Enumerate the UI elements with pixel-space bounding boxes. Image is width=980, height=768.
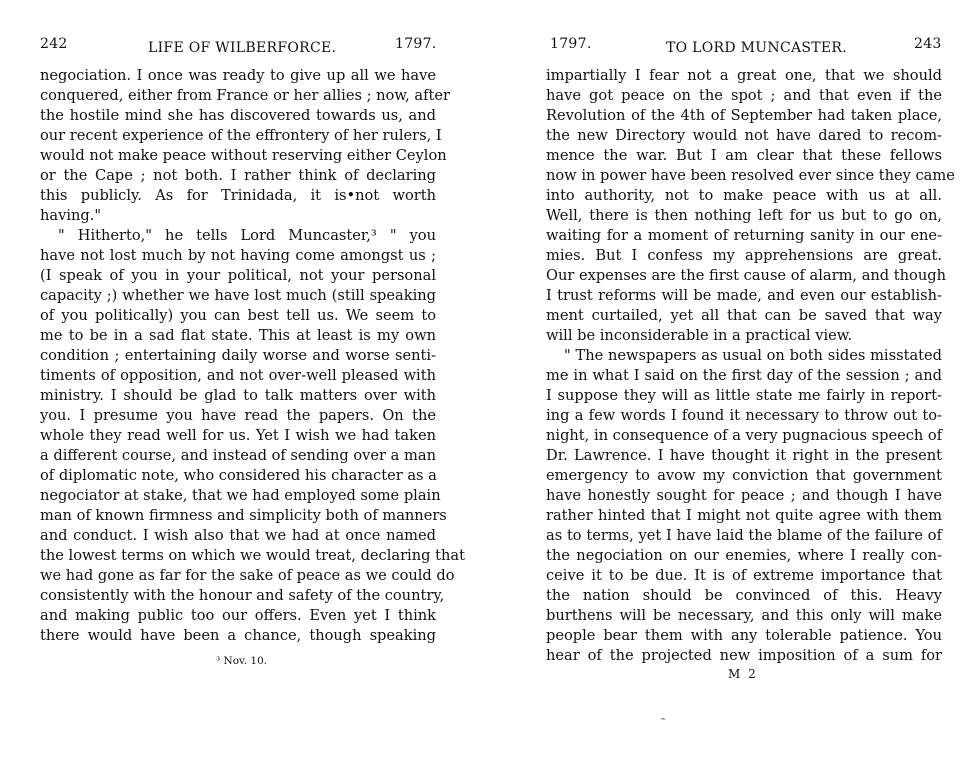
left-page-year: 1797. [395, 36, 437, 52]
text-line: of diplomatic note, who considered his character as a [40, 467, 437, 484]
text-line: ceive it to be due. It is of extreme importance that [546, 567, 942, 584]
text-line: the lowest terms on which we would treat, declaring that [40, 547, 465, 564]
right-page-number: 243 [914, 36, 942, 52]
text-line: now in power have been resolved ever since they came [546, 167, 955, 184]
text-line: " Hitherto," he tells Lord Muncaster,³ " you [58, 227, 436, 244]
right-page-year: 1797. [550, 36, 592, 52]
text-line: the new Directory would not have dared to recom- [546, 127, 942, 144]
text-line: have got peace on the spot ; and that even if the [546, 87, 942, 104]
text-line: will be inconsiderable in a practical view. [546, 327, 853, 344]
text-line: emergency to avow my conviction that government [546, 467, 942, 484]
text-line: the nation should be convinced of this. Heavy [546, 587, 942, 604]
text-line: burthens will be necessary, and this only will make [546, 607, 942, 624]
right-page-body [546, 66, 955, 666]
text-line: Well, there is then nothing left for us but to go on, [546, 207, 942, 224]
text-line: the hostile mind she has discovered towards us, and [40, 107, 436, 124]
text-line: " The newspapers as usual on both sides misstated [564, 347, 942, 364]
text-line: having." [40, 207, 102, 224]
text-line: our recent experience of the effrontery of her rulers, I [40, 127, 442, 144]
text-line: rather hinted that I might not quite agree with them [546, 507, 942, 524]
right-running-title: TO LORD MUNCASTER. [666, 40, 848, 56]
text-line: have not lost much by not having come amongst us ; [40, 247, 436, 264]
text-line: a different course, and instead of sending over a man [40, 447, 436, 464]
text-line: Our expenses are the first cause of alarm, and though [546, 267, 946, 284]
text-line: and conduct. I wish also that we had at once named [40, 527, 436, 544]
text-line: waiting for a moment of returning sanity in our ene- [546, 227, 942, 244]
text-line: there would have been a chance, though speaking [40, 627, 436, 644]
text-line: me in what I said on the first day of the session ; and [546, 367, 942, 384]
text-line: Dr. Lawrence. I have thought it right in the present [546, 447, 942, 464]
text-line: consistently with the honour and safety of the country, [40, 587, 445, 604]
text-line: mies. But I confess my apprehensions are great. [546, 247, 942, 264]
text-line: conquered, either from France or her allies ; now, after [40, 87, 450, 104]
text-line: this publicly. As for Trinidada, it is•not worth [40, 187, 436, 204]
text-line: or the Cape ; not both. I rather think of declaring [40, 167, 436, 184]
text-line: whole they read well for us. Yet I wish we had taken [40, 427, 436, 444]
text-line: as to terms, yet I have laid the blame of the failure of [546, 527, 942, 544]
text-line: timents of opposition, and not over-well pleased with [40, 367, 436, 384]
text-line: capacity ;) whether we have lost much (still speaking [40, 287, 436, 304]
text-line: condition ; entertaining daily worse and worse senti- [40, 347, 436, 364]
left-running-title: LIFE OF WILBERFORCE. [148, 40, 337, 56]
text-line: ministry. I should be glad to talk matters over with [40, 387, 436, 404]
text-line: and making public too our offers. Even yet I think [40, 607, 436, 624]
text-line: hear of the projected new imposition of a sum for [546, 647, 942, 664]
text-line: the negociation on our enemies, where I really con- [546, 547, 942, 564]
text-line: I suppose they will as little state me fairly in report- [546, 387, 942, 404]
text-line: (I speak of you in your political, not your personal [40, 267, 436, 284]
left-footnote: ³ Nov. 10. [216, 655, 268, 667]
text-line: people bear them with any tolerable patience. You [546, 627, 942, 644]
text-line: of you politically) you can best tell us. We seem to [40, 307, 436, 324]
left-page-number: 242 [40, 36, 68, 52]
text-line: we had gone as far for the sake of peace as we could do [40, 567, 455, 584]
text-line: have honestly sought for peace ; and though I have [546, 487, 942, 504]
left-page-body [40, 66, 465, 646]
text-line: mence the war. But I am clear that these fellows [546, 147, 942, 164]
text-line: Revolution of the 4th of September had taken place, [546, 107, 942, 124]
text-line: I trust reforms will be made, and even our establish- [546, 287, 942, 304]
text-line: you. I presume you have read the papers. On the [40, 407, 436, 424]
text-line: impartially I fear not a great one, that we should [546, 67, 942, 84]
text-line: negociation. I once was ready to give up all we have [40, 67, 436, 84]
text-line: man of known firmness and simplicity both of manners [40, 507, 447, 524]
text-line: negociator at stake, that we had employed some plain [40, 487, 441, 504]
text-line: ment curtailed, yet all that can be saved that way [546, 307, 942, 324]
text-line: me to be in a sad flat state. This at least is my own [40, 327, 436, 344]
text-line: would not make peace without reserving either Ceylon [40, 147, 447, 164]
text-line: into authority, not to make peace with us at all. [546, 187, 942, 204]
signature-mark: M 2 [728, 667, 758, 681]
stray-ink-mark: ` [659, 714, 676, 732]
text-line: ing a few words I found it necessary to throw out to- [546, 407, 942, 424]
text-line: night, in consequence of a very pugnacious speech of [546, 427, 943, 444]
